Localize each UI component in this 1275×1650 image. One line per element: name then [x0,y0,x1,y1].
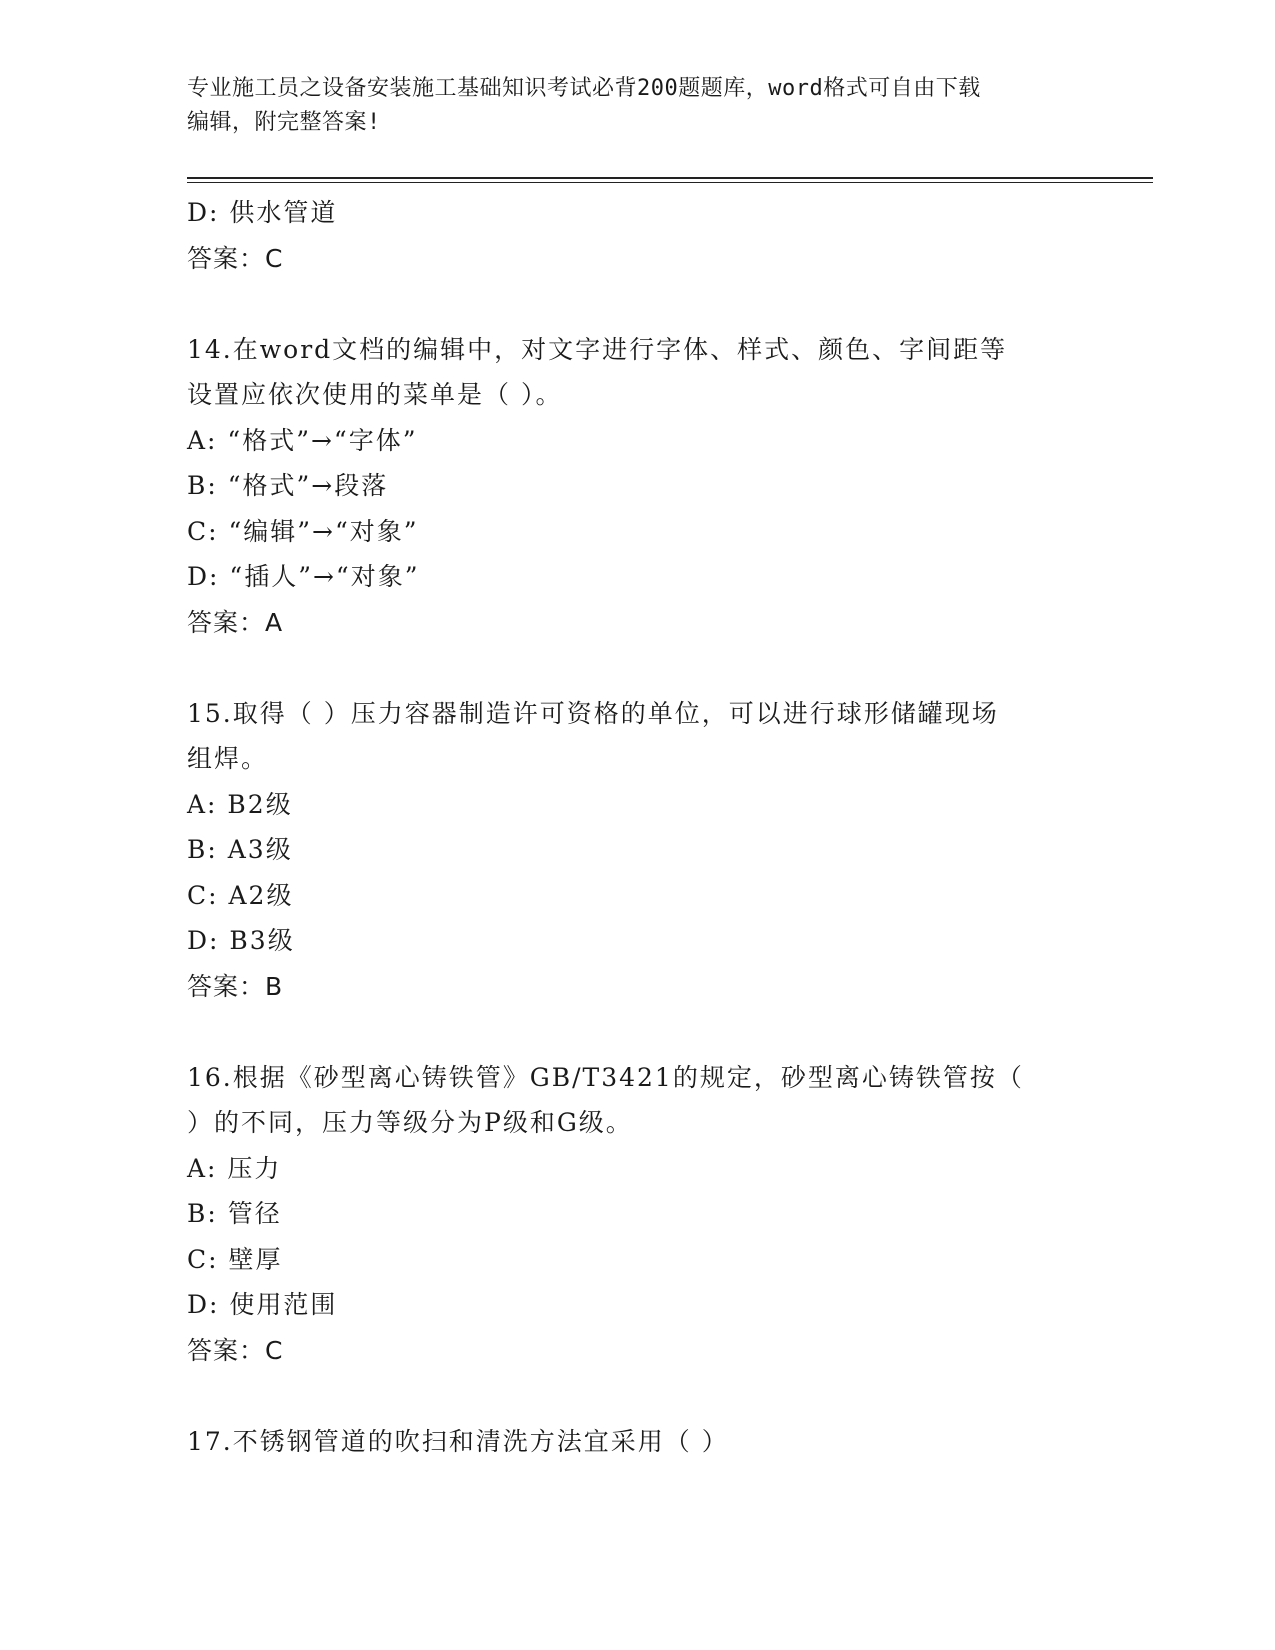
question-14 [187,327,1087,646]
question-stem: 17.不锈钢管道的吹扫和清洗方法宜采用（ ） [187,1426,729,1456]
option-d: D: 供水管道 [187,198,338,227]
document-header [187,72,1077,140]
spacer [187,1373,1087,1419]
question-17 [187,1419,1087,1465]
header-divider-thick [187,177,1153,179]
question-15 [187,691,1087,1010]
question-stem-continued: ）的不同，压力等级分为P级和G级。 [187,1108,633,1137]
header-divider-thin [187,182,1153,183]
option-a: A: B2级 [187,789,293,819]
option-d: D: 使用范围 [187,1290,338,1319]
option-c: C: A2级 [187,880,294,910]
header-line-2: 编辑，附完整答案! [187,110,381,135]
option-b: B: A3级 [187,835,293,864]
spacer [187,1009,1087,1055]
header-line-1: 专业施工员之设备安装施工基础知识考试必背200题题库，word格式可自由下载 [187,76,981,101]
option-c: C: “编辑”→“对象” [187,516,419,546]
answer: 答案：A [187,607,284,637]
question-stem-continued: 组焊。 [187,744,269,773]
question-stem: 16.根据《砂型离心铸铁管》GB/T3421的规定，砂型离心铸铁管按（ [187,1062,1024,1092]
question-stem: 15.取得（ ）压力容器制造许可资格的单位，可以进行球形储罐现场 [187,698,999,728]
option-a: A: “格式”→“字体” [187,425,418,455]
spacer [187,645,1087,691]
option-b: B: 管径 [187,1199,282,1228]
question-stem-continued: 设置应依次使用的菜单是（ ）。 [187,380,563,409]
answer: 答案：C [187,1335,284,1365]
option-c: C: 壁厚 [187,1244,283,1274]
option-b: B: “格式”→段落 [187,471,389,500]
option-d: D: “插人”→“对象” [187,562,420,591]
option-a: A: 压力 [187,1153,282,1183]
answer: 答案：C [187,243,284,273]
question-stem: 14.在word文档的编辑中，对文字进行字体、样式、颜色、字间距等 [187,334,1008,364]
question-16 [187,1055,1087,1374]
answer: 答案：B [187,971,284,1001]
option-d: D: B3级 [187,926,295,955]
question-list [187,190,1087,1464]
spacer [187,281,1087,327]
